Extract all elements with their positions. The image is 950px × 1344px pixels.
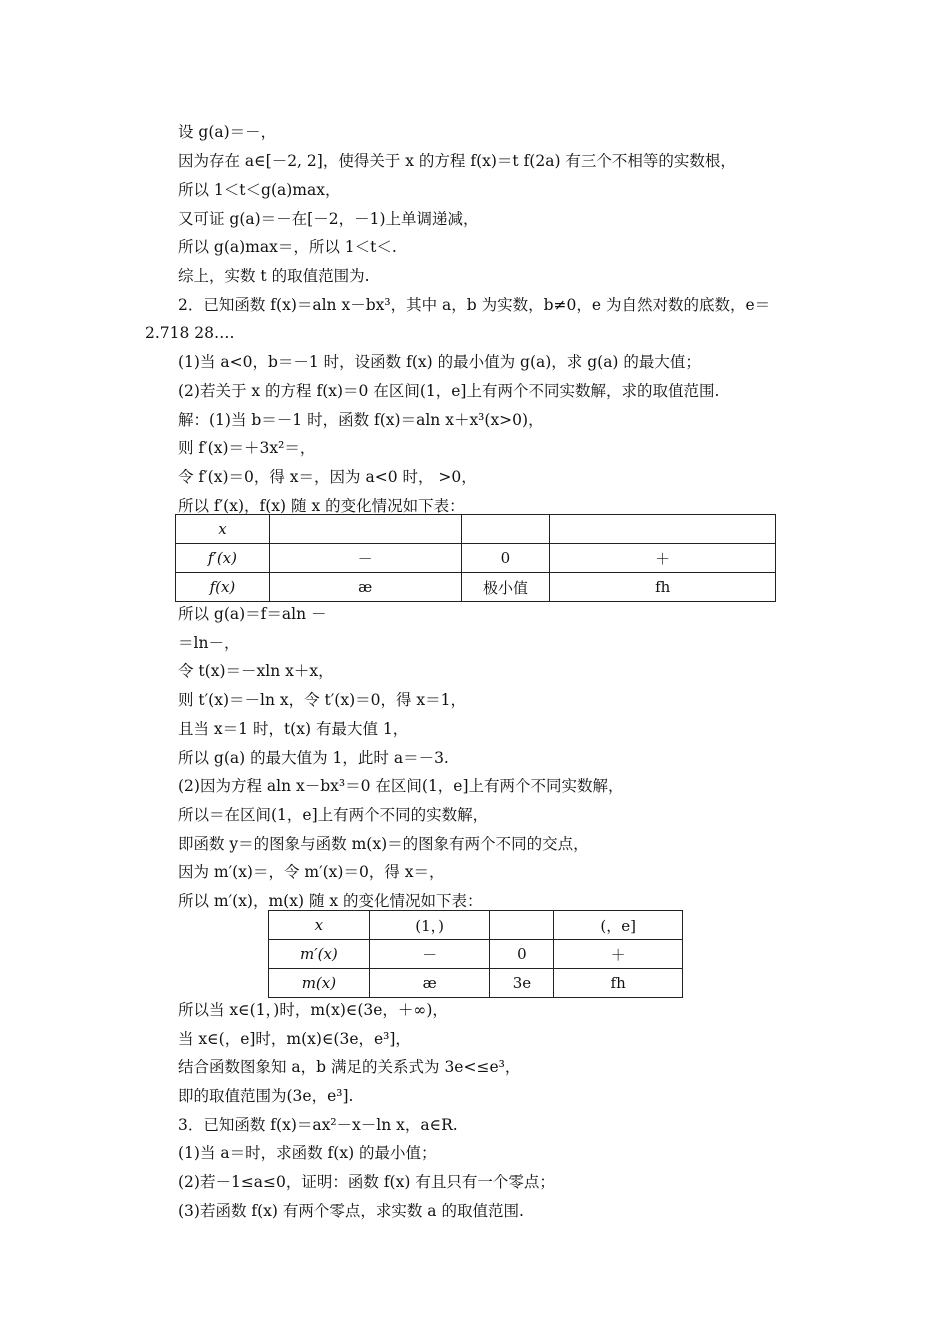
- text-line: 令 f′(x)＝0，得 x＝，因为 a<0 时， >0，: [178, 468, 477, 486]
- table-cell: －: [269, 544, 461, 573]
- text-line: 所以当 x∈(1，)时，m(x)∈(3e，＋∞)，: [178, 1001, 448, 1019]
- table-cell: x: [269, 911, 370, 940]
- text-line: 所以 g(a)max＝，所以 1＜t＜.: [178, 238, 397, 256]
- text-line: 则 t′(x)＝－ln x，令 t′(x)＝0，得 x＝1，: [178, 691, 467, 709]
- text-line: 又可证 g(a)＝－在[－2，－1)上单调递减，: [178, 210, 479, 228]
- table-row: [176, 544, 776, 573]
- text-line: 结合函数图象知 a，b 满足的关系式为 3e<≤e³，: [178, 1058, 521, 1076]
- table-cell: 0: [461, 544, 550, 573]
- table-cell: 极小值: [461, 573, 550, 602]
- text-line: 解：(1)当 b＝－1 时，函数 f(x)＝aln x＋x³(x>0)，: [178, 411, 544, 429]
- table-cell: 0: [490, 940, 554, 969]
- text-line: (2)因为方程 aln x－bx³＝0 在区间(1，e]上有两个不同实数解，: [178, 777, 624, 795]
- text-line: 设 g(a)＝－，: [178, 123, 277, 141]
- variation-table-m: [268, 910, 683, 998]
- text-line: 令 t(x)＝－xln x＋x，: [178, 662, 334, 680]
- text-line: 所以 g(a) 的最大值为 1，此时 a＝－3.: [178, 749, 449, 767]
- table-cell: (1，): [369, 911, 490, 940]
- text-line: 所以 1＜t＜g(a)max，: [178, 181, 341, 199]
- text-line: 且当 x＝1 时，t(x) 有最大值 1，: [178, 720, 409, 738]
- table-cell: fh: [554, 969, 683, 998]
- table-cell: m′(x): [269, 940, 370, 969]
- text-line: (2)若关于 x 的方程 f(x)＝0 在区间(1，e]上有两个不同实数解，求的取值范围.: [178, 382, 720, 400]
- text-line: 所以 m′(x)，m(x) 随 x 的变化情况如下表：: [178, 892, 483, 910]
- text-line: 即函数 y＝的图象与函数 m(x)＝的图象有两个不同的交点，: [178, 835, 589, 853]
- table-cell: æ: [369, 969, 490, 998]
- variation-table-f: [175, 514, 776, 602]
- table-row: [269, 940, 683, 969]
- table-cell: [550, 515, 776, 544]
- problem-3-statement: 3．已知函数 f(x)＝ax²－x－ln x，a∈R.: [178, 1116, 458, 1134]
- text-line: 综上，实数 t 的取值范围为.: [178, 267, 370, 285]
- table-cell: (，e]: [554, 911, 683, 940]
- text-line: (2)若－1≤a≤0，证明：函数 f(x) 有且只有一个零点；: [178, 1173, 555, 1191]
- text-line: (1)当 a<0，b＝－1 时，设函数 f(x) 的最小值为 g(a)，求 g(a) 的最大值；: [178, 353, 701, 371]
- text-line: 即的取值范围为(3e，e³].: [178, 1087, 354, 1105]
- table-cell: x: [176, 515, 270, 544]
- table-cell: [461, 515, 550, 544]
- table-cell: æ: [269, 573, 461, 602]
- text-line: ＝ln－，: [178, 634, 240, 652]
- table-row: [269, 969, 683, 998]
- text-line: 所以 g(a)＝f＝aln －: [178, 605, 327, 623]
- table-cell: fh: [550, 573, 776, 602]
- table-cell: ＋: [554, 940, 683, 969]
- table-cell: m(x): [269, 969, 370, 998]
- text-line: 因为 m′(x)＝，令 m′(x)＝0，得 x＝，: [178, 863, 445, 881]
- text-line: (3)若函数 f(x) 有两个零点，求实数 a 的取值范围.: [178, 1202, 524, 1220]
- text-line: 当 x∈(，e]时，m(x)∈(3e，e³]，: [178, 1030, 411, 1048]
- table-row: [269, 911, 683, 940]
- table-cell: ＋: [550, 544, 776, 573]
- text-line: 则 f′(x)＝＋3x²＝，: [178, 439, 316, 457]
- table-row: [176, 573, 776, 602]
- text-line: 所以＝在区间(1，e]上有两个不同的实数解，: [178, 806, 489, 824]
- text-line: 所以 f′(x)，f(x) 随 x 的变化情况如下表：: [178, 497, 465, 515]
- table-cell: f′(x): [176, 544, 270, 573]
- text-line: 2.718 28….: [145, 324, 235, 342]
- table-cell: －: [369, 940, 490, 969]
- text-line: 因为存在 a∈[－2, 2]，使得关于 x 的方程 f(x)＝t f(2a) 有三个不相等的实数根，: [178, 152, 736, 170]
- text-line: (1)当 a＝时，求函数 f(x) 的最小值；: [178, 1144, 437, 1162]
- table-cell: f(x): [176, 573, 270, 602]
- table-cell: [269, 515, 461, 544]
- table-row: [176, 515, 776, 544]
- table-cell: 3e: [490, 969, 554, 998]
- table-cell: [490, 911, 554, 940]
- problem-2-statement: 2．已知函数 f(x)＝aln x－bx³，其中 a，b 为实数，b≠0，e 为自然对数的底数，e＝: [178, 296, 771, 314]
